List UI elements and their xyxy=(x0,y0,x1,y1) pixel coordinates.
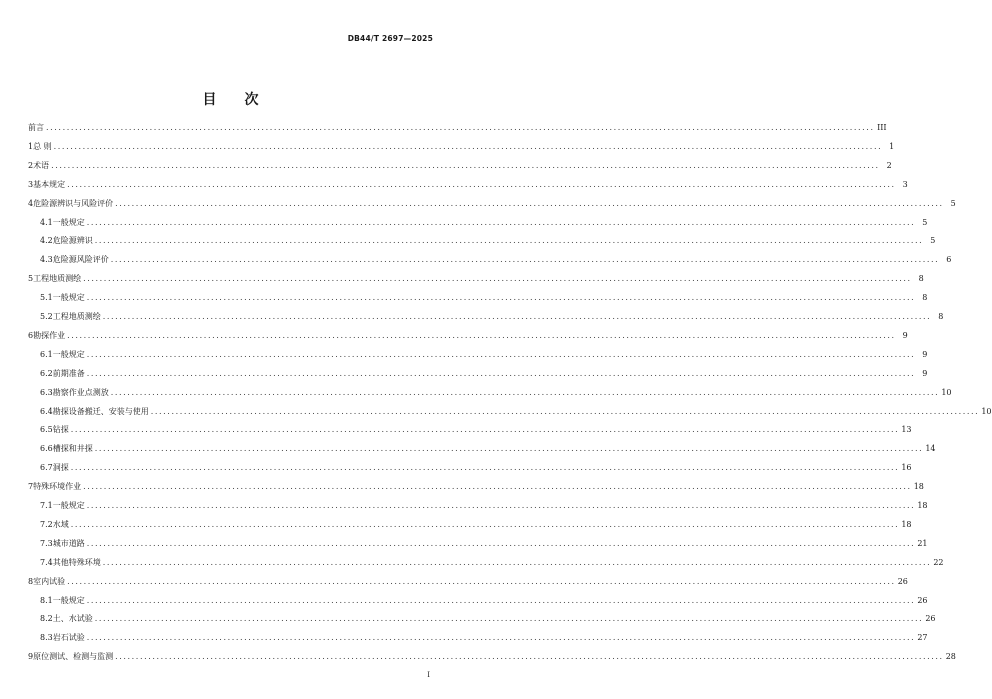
toc-leader-dots: ........................................................................................................................................................................................................ xyxy=(94,444,924,454)
toc-title-char-2: 次 xyxy=(244,92,259,108)
toc-entry-page: 1 xyxy=(889,141,895,151)
toc-entry[interactable] xyxy=(28,272,924,284)
toc-leader-dots: ........................................................................................................................................................................................................ xyxy=(86,368,916,378)
page-number: I xyxy=(427,671,430,679)
toc-entry-page: 18 xyxy=(917,501,928,510)
toc-entry-label: 工程地质测绘 xyxy=(33,274,82,284)
toc-entry[interactable] xyxy=(28,329,908,341)
toc-entry-page: 9 xyxy=(902,330,908,340)
toc-entry[interactable] xyxy=(40,518,912,530)
toc-entry-label: 洞探 xyxy=(52,463,69,473)
toc-leader-dots: ........................................................................................................................................................................................................ xyxy=(70,519,900,529)
toc-entry-page: 21 xyxy=(917,538,928,548)
toc-leader-dots: ........................................................................................................................................................................................................ xyxy=(94,614,924,624)
toc-entry[interactable] xyxy=(28,121,887,133)
toc-leader-dots: ........................................................................................................................................................................................................ xyxy=(86,349,916,359)
toc-leader-dots: ........................................................................................................................................................................................................ xyxy=(86,538,916,548)
toc-entry-label: 一般规定 xyxy=(52,217,85,227)
toc-entry-number: 8 xyxy=(28,576,34,586)
standard-code: DB44/T 2697—2025 xyxy=(347,34,433,43)
toc-entry-label: 危险源辨识 xyxy=(52,236,93,246)
toc-entry-page: 28 xyxy=(945,652,956,662)
toc-entry-label: 一般规定 xyxy=(52,501,85,510)
toc-entry-label: 勘探设备搬迁、安装与使用 xyxy=(52,406,149,416)
toc-entry-number: 1 xyxy=(28,141,34,151)
toc-entry-label: 一般规定 xyxy=(52,293,85,303)
toc-entry-number: 4.2 xyxy=(40,236,53,246)
toc-entry[interactable] xyxy=(28,197,956,209)
toc-leader-dots: ........................................................................................................................................................................................................ xyxy=(86,633,916,643)
toc-title-char-1: 目 xyxy=(202,92,217,108)
toc-entry-page: 18 xyxy=(913,482,924,492)
toc-entry-page: 8 xyxy=(922,293,928,303)
toc-entry[interactable] xyxy=(40,348,928,360)
toc-entry-label: 危险源辨识与风险评价 xyxy=(33,198,114,208)
toc-entry-label: 勘探作业 xyxy=(33,330,66,340)
toc-entry[interactable] xyxy=(40,556,944,568)
toc-entry-label: 基本规定 xyxy=(33,179,66,189)
toc-leader-dots: ........................................................................................................................................................................................................ xyxy=(70,425,900,435)
toc-entry-page: 5 xyxy=(922,217,928,227)
toc-entry[interactable] xyxy=(40,537,928,549)
toc-entry-page: 27 xyxy=(917,633,928,643)
toc-entry-page: 13 xyxy=(901,425,912,435)
toc-entry[interactable] xyxy=(40,234,936,246)
toc-entry-page: III xyxy=(877,123,887,132)
toc-leader-dots: ........................................................................................................................................................................................................ xyxy=(94,236,924,246)
toc-entry-number: 6.4 xyxy=(40,406,53,416)
toc-entry-page: 8 xyxy=(938,312,944,321)
toc-entry[interactable] xyxy=(40,253,952,265)
toc-leader-dots: ........................................................................................................................................................................................................ xyxy=(46,123,875,132)
toc-entry-number: 3 xyxy=(28,179,34,189)
toc-entry-page: 9 xyxy=(922,349,928,359)
toc-entry-number: 4.3 xyxy=(40,255,53,265)
toc-entry[interactable] xyxy=(28,575,908,587)
toc-leader-dots: ........................................................................................................................................................................................................ xyxy=(115,652,944,662)
toc-entry-label: 钻探 xyxy=(52,425,69,435)
toc-entry-page: 26 xyxy=(925,614,936,624)
toc-entry[interactable] xyxy=(40,291,928,303)
toc-entry[interactable] xyxy=(40,405,992,417)
toc-entry[interactable] xyxy=(28,650,956,662)
toc-entry[interactable] xyxy=(40,423,912,435)
toc-entry[interactable] xyxy=(40,594,928,606)
toc-entry-label: 前期准备 xyxy=(52,368,85,378)
toc-entry-page: 26 xyxy=(917,595,928,605)
toc-entry-label: 前言 xyxy=(28,123,44,132)
toc-entry-number: 2 xyxy=(28,160,34,170)
toc-entry-number: 9 xyxy=(28,652,34,662)
toc-entry-label: 术语 xyxy=(33,160,50,170)
toc-entry-number: 5.2 xyxy=(40,312,53,321)
toc-entry-page: 18 xyxy=(901,519,912,529)
toc-entry[interactable] xyxy=(28,178,908,190)
toc-entry[interactable] xyxy=(28,159,892,171)
toc-entry-label: 勘察作业点测放 xyxy=(52,387,109,397)
toc-entry[interactable] xyxy=(28,140,895,152)
toc-leader-dots: ........................................................................................................................................................................................................ xyxy=(86,501,916,510)
toc-entry-number: 7.3 xyxy=(40,538,53,548)
toc-leader-dots: ........................................................................................................................................................................................................ xyxy=(51,160,880,170)
toc-entry-page: 5 xyxy=(950,198,956,208)
toc-entry-label: 原位测试、检测与监测 xyxy=(33,652,114,662)
toc-leader-dots: ........................................................................................................................................................................................................ xyxy=(86,293,916,303)
toc-entry-number: 7.4 xyxy=(40,557,53,567)
toc-entry-label: 总 则 xyxy=(33,141,52,151)
toc-entry-page: 22 xyxy=(933,557,944,567)
toc-entry[interactable] xyxy=(28,480,924,492)
toc-entry-number: 6.6 xyxy=(40,444,53,454)
toc-leader-dots: ........................................................................................................................................................................................................ xyxy=(102,557,932,567)
toc-entry-number: 8.3 xyxy=(40,633,53,643)
toc-leader-dots: ........................................................................................................................................................................................................ xyxy=(67,576,896,586)
toc-entry-label: 城市道路 xyxy=(52,538,85,548)
toc-entry-number: 6.7 xyxy=(40,463,53,473)
toc-entry-page: 5 xyxy=(930,236,936,246)
toc-entry[interactable] xyxy=(40,386,952,398)
toc-entry[interactable] xyxy=(40,461,912,473)
toc-entry-number: 7.1 xyxy=(40,501,53,510)
toc-entry-page: 16 xyxy=(901,463,912,473)
toc-entry-label: 岩石试验 xyxy=(52,633,85,643)
toc-entry-number: 6.2 xyxy=(40,368,53,378)
toc-entry-page: 2 xyxy=(886,160,892,170)
toc-entry-label: 特殊环境作业 xyxy=(33,482,82,492)
toc-entry-page: 6 xyxy=(946,255,952,265)
toc-leader-dots: ........................................................................................................................................................................................................ xyxy=(67,330,896,340)
toc-entry-page: 3 xyxy=(902,179,908,189)
toc-entry-number: 6 xyxy=(28,330,34,340)
toc-leader-dots: ........................................................................................................................................................................................................ xyxy=(67,179,896,189)
toc-leader-dots: ........................................................................................................................................................................................................ xyxy=(102,312,932,321)
toc-leader-dots: ........................................................................................................................................................................................................ xyxy=(150,406,980,416)
toc-leader-dots: ........................................................................................................................................................................................................ xyxy=(110,255,940,265)
toc-entry-label: 一般规定 xyxy=(52,349,85,359)
toc-leader-dots: ........................................................................................................................................................................................................ xyxy=(83,274,912,284)
toc-entry-number: 5 xyxy=(28,274,34,284)
toc-entry-number: 6.3 xyxy=(40,387,53,397)
toc-leader-dots: ........................................................................................................................................................................................................ xyxy=(86,595,916,605)
toc-entry-number: 8.2 xyxy=(40,614,53,624)
toc-entry[interactable] xyxy=(40,442,936,454)
toc-entry-page: 9 xyxy=(922,368,928,378)
toc-entry-page: 14 xyxy=(925,444,936,454)
toc-leader-dots: ........................................................................................................................................................................................................ xyxy=(70,463,900,473)
toc-leader-dots: ........................................................................................................................................................................................................ xyxy=(115,198,944,208)
toc-entry-page: 8 xyxy=(918,274,924,284)
toc-entry-number: 4 xyxy=(28,198,34,208)
toc-leader-dots: ........................................................................................................................................................................................................ xyxy=(53,141,883,151)
toc-leader-dots: ........................................................................................................................................................................................................ xyxy=(86,217,916,227)
toc-entry-number: 6.5 xyxy=(40,425,53,435)
toc-entry-label: 土、水试验 xyxy=(52,614,93,624)
toc-entry[interactable] xyxy=(40,612,936,624)
toc-entry-number: 7.2 xyxy=(40,519,53,529)
toc-entry-page: 10 xyxy=(981,406,992,416)
toc-entry-number: 4.1 xyxy=(40,217,53,227)
toc-entry-number: 7 xyxy=(28,482,34,492)
toc-entry-page: 26 xyxy=(897,576,908,586)
toc-entry[interactable] xyxy=(40,631,928,643)
toc-entry-label: 槽探和井探 xyxy=(52,444,93,454)
toc-leader-dots: ........................................................................................................................................................................................................ xyxy=(110,387,940,397)
toc-entry-number: 6.1 xyxy=(40,349,53,359)
toc-entry-label: 水域 xyxy=(52,519,69,529)
toc-entry[interactable] xyxy=(40,216,928,228)
toc-entry[interactable] xyxy=(40,367,928,379)
toc-entry-number: 5.1 xyxy=(40,293,53,303)
toc-entry-label: 危险源风险评价 xyxy=(52,255,109,265)
toc-leader-dots: ........................................................................................................................................................................................................ xyxy=(83,482,912,492)
toc-entry-number: 8.1 xyxy=(40,595,53,605)
toc-entry-label: 其他特殊环境 xyxy=(52,557,101,567)
toc-entry[interactable] xyxy=(40,310,944,322)
toc-entry-page: 10 xyxy=(941,387,952,397)
toc-entry-label: 工程地质测绘 xyxy=(52,312,101,321)
toc-entry-label: 一般规定 xyxy=(52,595,85,605)
toc-entry[interactable] xyxy=(40,499,928,511)
toc-entry-label: 室内试验 xyxy=(33,576,66,586)
